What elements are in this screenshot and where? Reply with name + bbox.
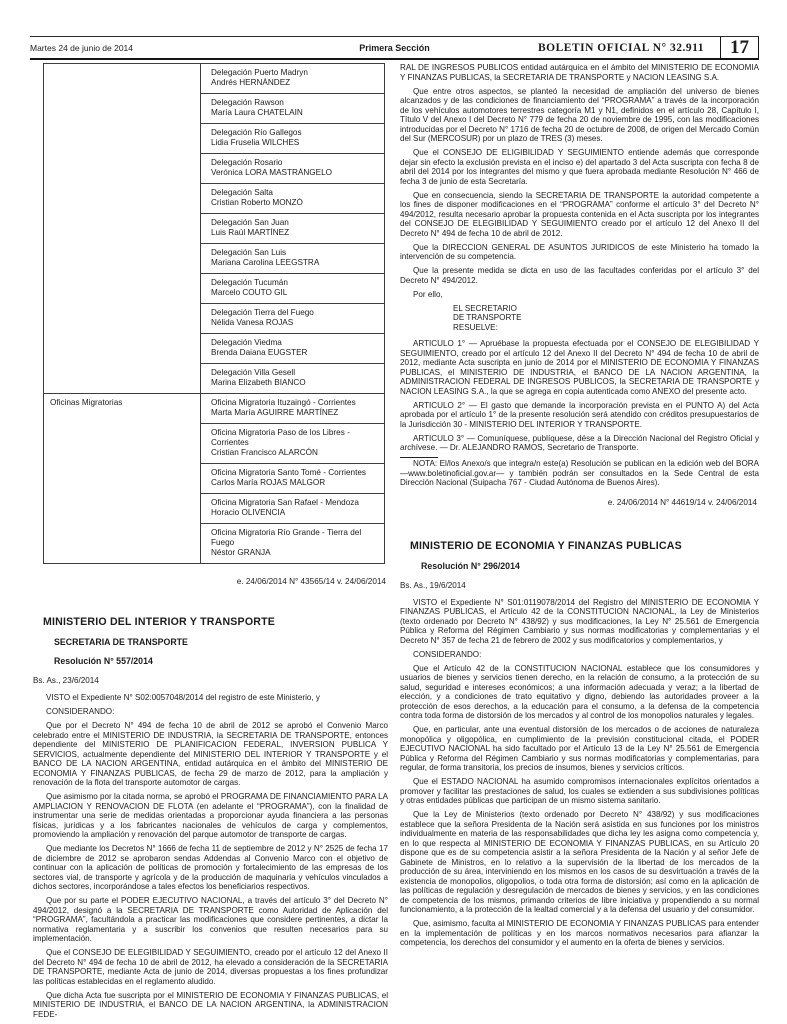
office-name: Oficina Migratoria San Rafael - Mendoza — [211, 498, 359, 507]
table-cell — [201, 214, 385, 244]
paragraph-articulo-1: ARTICULO 1° — Apruébase la propuesta efectuada por el CONSEJO DE ELEGIBILIDAD Y SEGUIMIENTO, creado por el artículo 12 del Anexo II del Decreto N° 494 de fecha 10 de abril de 2012, mediante Acta suscripta en junio de 2014 por el MINISTERIO DE ECONOMIA Y FINANZAS PUBLICAS, el MINISTERIO DE INDUSTRIA, el BANCO DE LA NACION ARGENTINA, la ADMINISTRACION FEDERAL DE INGRESOS PUBLICOS, la SECRETARIA DE TRANSPORTE y NACION LEASING S.A., la que se agrega en copia autenticada como ANEXO del presente acto. — [400, 339, 759, 396]
office-name: Delegación Tierra del Fuego — [211, 308, 314, 317]
table-group-label-oficinas-migratorias: Oficinas Migratorias — [44, 394, 201, 564]
paragraph: Que mediante los Decretos N° 1666 de fecha 11 de septiembre de 2012 y N° 2525 de fecha 17 de diciembre de 2012 se aprobaron sendas Addendas al Convenio Marco con el objetivo de continuar con la aplicación de políticas de promoción y fortalecimiento de las empresas de los sectores vial, de transporte y agrícola y de la producción de maquinaria y vehículos vinculados a dichos sectores, incorporándose a tales efectos los beneficiarios respectivos. — [33, 844, 388, 891]
office-name: Delegación Tucumán — [211, 278, 288, 287]
migratory-offices-table — [43, 63, 385, 564]
paragraph: Que el CONSEJO DE ELEGIBILIDAD Y SEGUIMIENTO, creado por el artículo 12 del Anexo II del Decreto N° 494 de fecha 10 de abril de 2012, ha elevado a consideración de la SECRETARIA DE TRANSPORTE, mediante Acta de junio de 2014, diversas propuestas a los fines profundizar las políticas establecidas en el reglamento aludido. — [33, 948, 388, 986]
official-name: María Laura CHATELAIN — [211, 108, 303, 117]
masthead-bulletin-title: BOLETIN OFICIAL N° 32.911 — [538, 41, 704, 54]
table-cell — [201, 124, 385, 154]
office-name: Delegación Rawson — [211, 98, 284, 107]
masthead-page-number: 17 — [720, 37, 759, 58]
table-cell — [201, 184, 385, 214]
paragraph: Que la Ley de Ministerios (texto ordenado por Decreto N° 438/92) y sus modificaciones establece que la señora Presidenta de la Nación será asistida en sus funciones por los ministros individualmente en materia de las responsabilidades que dicha ley les asigna como competencia y, en lo que respecta al MINISTERIO DE ECONOMIA Y FINANZAS PUBLICAS, en su Artículo 20 dispone que es de su competencia asistir a la señora Presidenta de la Nación y al señor Jefe de Gabinete de Ministros, en lo relativo a la supervisión de la libertad de los mercados de la producción de su área, interviniendo en los mismos en los casos de su desvirtuación a través de la existencia de monopolios, oligopolios, o toda otra forma de distorsión; así como en la aplicación de las políticas de regulación y desregulación de mercados de bienes y servicios, y en las condiciones de competencia de los mismos, primando criterios de libre iniciativa y propendiendo a su normal funcionamiento, a la protección de la lealtad comercial y a la defensa del usuario y del consumidor. — [400, 810, 759, 915]
place-date: Bs. As., 23/6/2014 — [33, 676, 99, 685]
office-name: Oficina Migratoria Paso de los Libres - Corrientes — [211, 428, 350, 447]
table-row — [44, 64, 385, 94]
paragraph: Que la presente medida se dicta en uso de las facultades conferidas por el artículo 3° del Decreto N° 494/2012. — [400, 266, 759, 285]
office-name: Delegación Rosario — [211, 158, 283, 167]
publication-note: e. 24/06/2014 N° 43565/14 v. 24/06/2014 — [236, 577, 386, 586]
publication-note: e. 24/06/2014 N° 44619/14 v. 24/06/2014 — [607, 497, 757, 507]
office-name: Delegación Salta — [211, 188, 273, 197]
table-cell — [201, 154, 385, 184]
paragraph: Que por el Decreto N° 494 de fecha 10 de abril de 2012 se aprobó el Convenio Marco celebrado entre el MINISTERIO DE INDUSTRIA, la SECRETARIA DE TRANSPORTE, entonces dependiente del MINISTERIO DE PLANIFICACION FEDERAL, INVERSION PUBLICA Y SERVICIOS, actualmente dependiente del MINISTERIO DEL INTERIOR Y TRANSPORTE y el BANCO DE LA NACION ARGENTINA, entidad autárquica en el ámbito del MINISTERIO DE ECONOMIA Y FINANZAS PUBLICAS, de fecha 29 de marzo de 2012, para la ampliación y renovación de la flota del transporte automotor de cargas. — [33, 721, 388, 787]
paragraph: Que, en particular, ante una eventual distorsión de los mercados o de acciones de naturaleza monopólica y oligopólica, en cumplimiento de la previsión constitucional citada, el PODER EJECUTIVO NACIONAL ha sido facultado por el Artículo 13 de la Ley N° 25.561 de Emergencia Pública y Reforma del Régimen Cambiario y sus normas modificatorias y complementarias, para regular, de forma transitoria, los precios de insumos, bienes y servicios críticos. — [400, 725, 759, 773]
masthead-date: Martes 24 de junio de 2014 — [30, 42, 134, 53]
signature-line: EL SECRETARIO — [453, 303, 517, 313]
table-cell — [201, 524, 385, 564]
paragraph: Que entre otros aspectos, se planteó la necesidad de ampliación del universo de bienes alcanzados y de las condiciones de financiamiento del “PROGRAMA” a través de la incorporación de los vehículos automotores terrestres categoría M1 y N1, definidos en el artículo 28, Capítulo I, Título V del Anexo I del Decreto N° 779 de fecha 20 de noviembre de 1995, con las modificaciones introducidas por el Decreto N° 1716 de fecha 20 de octubre de 2008, de origen del Mercado Común del Sur (MERCOSUR) por un plazo de TRES (3) meses. — [400, 86, 759, 143]
table-cell — [201, 494, 385, 524]
official-name: Marina Elizabeth BIANCO — [211, 378, 306, 387]
paragraph-visto: VISTO el Expediente N° S01:0119078/2014 del Registro del MINISTERIO DE ECONOMIA Y FINANZAS PUBLICAS, el Artículo 42 de la CONSTITUCION NACIONAL, la Ley de Ministerios (texto ordenado por Decreto N° 438/92) y sus modificaciones, la Ley N° 25.561 de Emergencia Pública y Reforma del Régimen Cambiario y sus normas modificatorias y complementarias y el Decreto N° 357 de fecha 21 de febrero de 2002 y sus modificatorios y complementarios, y — [400, 597, 759, 645]
masthead — [30, 36, 759, 60]
masthead-section-title: Primera Sección — [359, 42, 430, 53]
office-name: Delegación Puerto Madryn — [211, 68, 308, 77]
paragraph: Que por su parte el PODER EJECUTIVO NACIONAL, a través del artículo 3° del Decreto N° 494/2012, designó a la SECRETARIA DE TRANSPORTE como Autoridad de Aplicación del “PROGRAMA”, facultándola a practicar las modificaciones que considere pertinentes, a dictar la normativa reglamentaria y a suscribir los convenios que resulten necesarios para su implementación. — [33, 896, 388, 943]
office-name: Oficina Migratoria Ituzaingó - Corrientes — [211, 398, 356, 407]
paragraph-por-ello: Por ello, — [413, 289, 443, 299]
paragraph: Que asimismo por la citada norma, se aprobó el PROGRAMA DE FINANCIAMIENTO PARA LA AMPLIACION Y RENOVACION DE FLOTA (en adelante el “PROGRAMA”), con la finalidad de instrumentar una serie de medidas orientadas a proporcionar ayuda financiera a las personas físicas, jurídicas y a los fabricantes nacionales de vehículos de carga y complementos, promoviendo la ampliación y renovación del parque automotor de transporte de cargas. — [33, 792, 388, 839]
table-cell — [201, 244, 385, 274]
paragraph: Que dicha Acta fue suscripta por el MINISTERIO DE ECONOMIA Y FINANZAS PUBLICAS, el MINISTERIO DE INDUSTRIA, el BANCO DE LA NACION ARGENTINA, la ADMINISTRACION FEDE- — [33, 990, 388, 1019]
place-date: Bs. As., 19/6/2014 — [400, 580, 466, 590]
official-name: Andrés HERNÁNDEZ — [211, 78, 291, 87]
official-name: Marta María AGUIRRE MARTÍNEZ — [211, 408, 339, 417]
masthead-right-group — [538, 37, 759, 58]
paragraph-articulo-2: ARTICULO 2° — El gasto que demande la incorporación prevista en el PUNTO A) del Acta aprobada por el artículo 1° de la presente resolución será atendido con créditos presupuestarios de la Jurisdicción 30 - MINISTERIO DEL INTERIOR Y TRANSPORTE. — [400, 400, 759, 429]
office-name: Oficina Migratoria Santo Tomé - Corrientes — [211, 468, 367, 477]
office-name: Oficina Migratoria Río Grande - Tierra del Fuego — [211, 528, 362, 547]
table-cell — [201, 424, 385, 464]
table-cell — [201, 94, 385, 124]
official-name: Carlos María ROJAS MALGOR — [211, 478, 326, 487]
left-column — [33, 63, 388, 1024]
signature-block — [453, 304, 759, 333]
resolution-number: Resolución N° 557/2014 — [54, 656, 153, 666]
paragraph: Que el CONSEJO DE ELIGIBILIDAD Y SEGUIMIENTO entiende además que corresponde dejar sin efecto la exclusión prevista en el inciso e) del apartado 3 del Acta suscripta con fecha 8 de abril del 2014 por los integrantes del mismo y que fuera aprobada mediante Resolución N° 466 de fecha 3 de junio de esta Secretaría. — [400, 148, 759, 186]
office-name: Delegación Villa Gesell — [211, 368, 296, 377]
table-group-label-delegaciones — [44, 64, 201, 394]
official-name: Lidia Fruselia WILCHES — [211, 138, 300, 147]
office-name: Delegación San Juan — [211, 218, 289, 227]
paragraph-visto: VISTO el Expediente N° S02:0057048/2014 del registro de este Ministerio, y — [46, 693, 320, 702]
paragraph-continuation: RAL DE INGRESOS PUBLICOS entidad autárquica en el ámbito del MINISTERIO DE ECONOMIA Y FINANZAS PUBLICAS, la SECRETARIA DE TRANSPORTE y NACION LEASING S.A. — [400, 63, 759, 82]
paragraph: Que en consecuencia, siendo la SECRETARIA DE TRANSPORTE la autoridad competente a los fines de disponer modificaciones en el “PROGRAMA” conforme el artículo 3° del Decreto N° 494/2012, resulta necesario aprobar la propuesta contenida en el Acta suscripta por los integrantes del CONSEJO DE ELEGIBILIDAD Y SEGUIMIENTO creado por el artículo 12 del Anexo II del Decreto N° 494 de fecha 10 de abril de 2012. — [400, 190, 759, 238]
office-name: Delegación San Luis — [211, 248, 287, 257]
official-name: Brenda Daiana EUGSTER — [211, 348, 308, 357]
nota-divider — [400, 457, 438, 458]
secretariat-heading: SECRETARIA DE TRANSPORTE — [54, 637, 188, 647]
table-cell — [201, 394, 385, 424]
table-cell — [201, 334, 385, 364]
official-name: Néstor GRANJA — [211, 548, 271, 557]
official-name: Horacio OLIVENCIA — [211, 508, 286, 517]
official-name: Cristian Francisco ALARCÓN — [211, 448, 318, 457]
paragraph: Que el Artículo 42 de la CONSTITUCION NACIONAL establece que los consumidores y usuarios de bienes y servicios tienen derecho, en la relación de consumo, a la protección de su salud, seguridad e intereses económicos; a una información adecuada y veraz; a la libertad de elección, y a condiciones de trato equitativo y digno, debiendo las autoridades proveer a la protección de esos derechos, a la educación para el consumo, a la defensa de la competencia contra toda forma de distorsión de los mercados y al control de los monopolios naturales y legales. — [400, 663, 759, 721]
signature-line: RESUELVE: — [453, 322, 498, 332]
table-cell — [201, 464, 385, 494]
paragraph-considerando: CONSIDERANDO: — [413, 649, 482, 659]
office-name: Delegación Viedma — [211, 338, 282, 347]
signature-line: DE TRANSPORTE — [453, 313, 522, 323]
table-cell — [201, 364, 385, 394]
official-name: Verónica LORA MASTRÁNGELO — [211, 168, 333, 177]
right-column — [400, 63, 759, 952]
paragraph: Que, asimismo, faculta al MINISTERIO DE ECONOMIA Y FINANZAS PUBLICAS para entender en la implementación de políticas y en los marcos normativos necesarios para afianzar la competencia, los derechos del consumidor y el aumento en la oferta de bienes y servicios. — [400, 919, 759, 948]
office-name: Delegación Río Gallegos — [211, 128, 302, 137]
table-cell — [201, 64, 385, 94]
table-cell — [201, 274, 385, 304]
official-name: Nélida Vanesa ROJAS — [211, 318, 294, 327]
paragraph-articulo-3: ARTICULO 3° — Comuníquese, publíquese, dése a la Dirección Nacional del Registro Oficial y archívese. — Dr. ALEJANDRO RAMOS, Secretario de Transporte. — [400, 433, 759, 453]
paragraph-nota: NOTA: El/los Anexo/s que integra/n este(a) Resolución se publican en la edición web del BORA —www.boletinoficial.gov.ar— y también podrán ser consultados en la Sede Central de esta Dirección Nacional (Suipacha 767 - Ciudad Autónoma de Buenos Aires). — [400, 459, 759, 488]
official-name: Luis Raúl MARTÍNEZ — [211, 228, 290, 237]
ministry-heading-interior: MINISTERIO DEL INTERIOR Y TRANSPORTE — [43, 616, 276, 628]
paragraph: Que la DIRECCION GENERAL DE ASUNTOS JURIDICOS de este Ministerio ha tomado la intervención de su competencia. — [400, 242, 759, 261]
table-row — [44, 394, 385, 424]
ministry-heading-economia: MINISTERIO DE ECONOMIA Y FINANZAS PUBLICAS — [410, 539, 682, 552]
resolution-number: Resolución N° 296/2014 — [421, 560, 520, 571]
official-name: Mariana Carolina LEEGSTRA — [211, 258, 320, 267]
paragraph: Que el ESTADO NACIONAL ha asumido compromisos internacionales explícitos orientados a promover y facilitar las prestaciones de salud, los cuales se extienden a sus subdivisiones políticas y otras entidades públicas que participan de un mismo sistema sanitario. — [400, 777, 759, 806]
official-name: Marcelo COUTO GIL — [211, 288, 288, 297]
official-name: Cristian Roberto MONZÓ — [211, 198, 303, 207]
paragraph-considerando: CONSIDERANDO: — [46, 707, 115, 716]
table-cell — [201, 304, 385, 334]
